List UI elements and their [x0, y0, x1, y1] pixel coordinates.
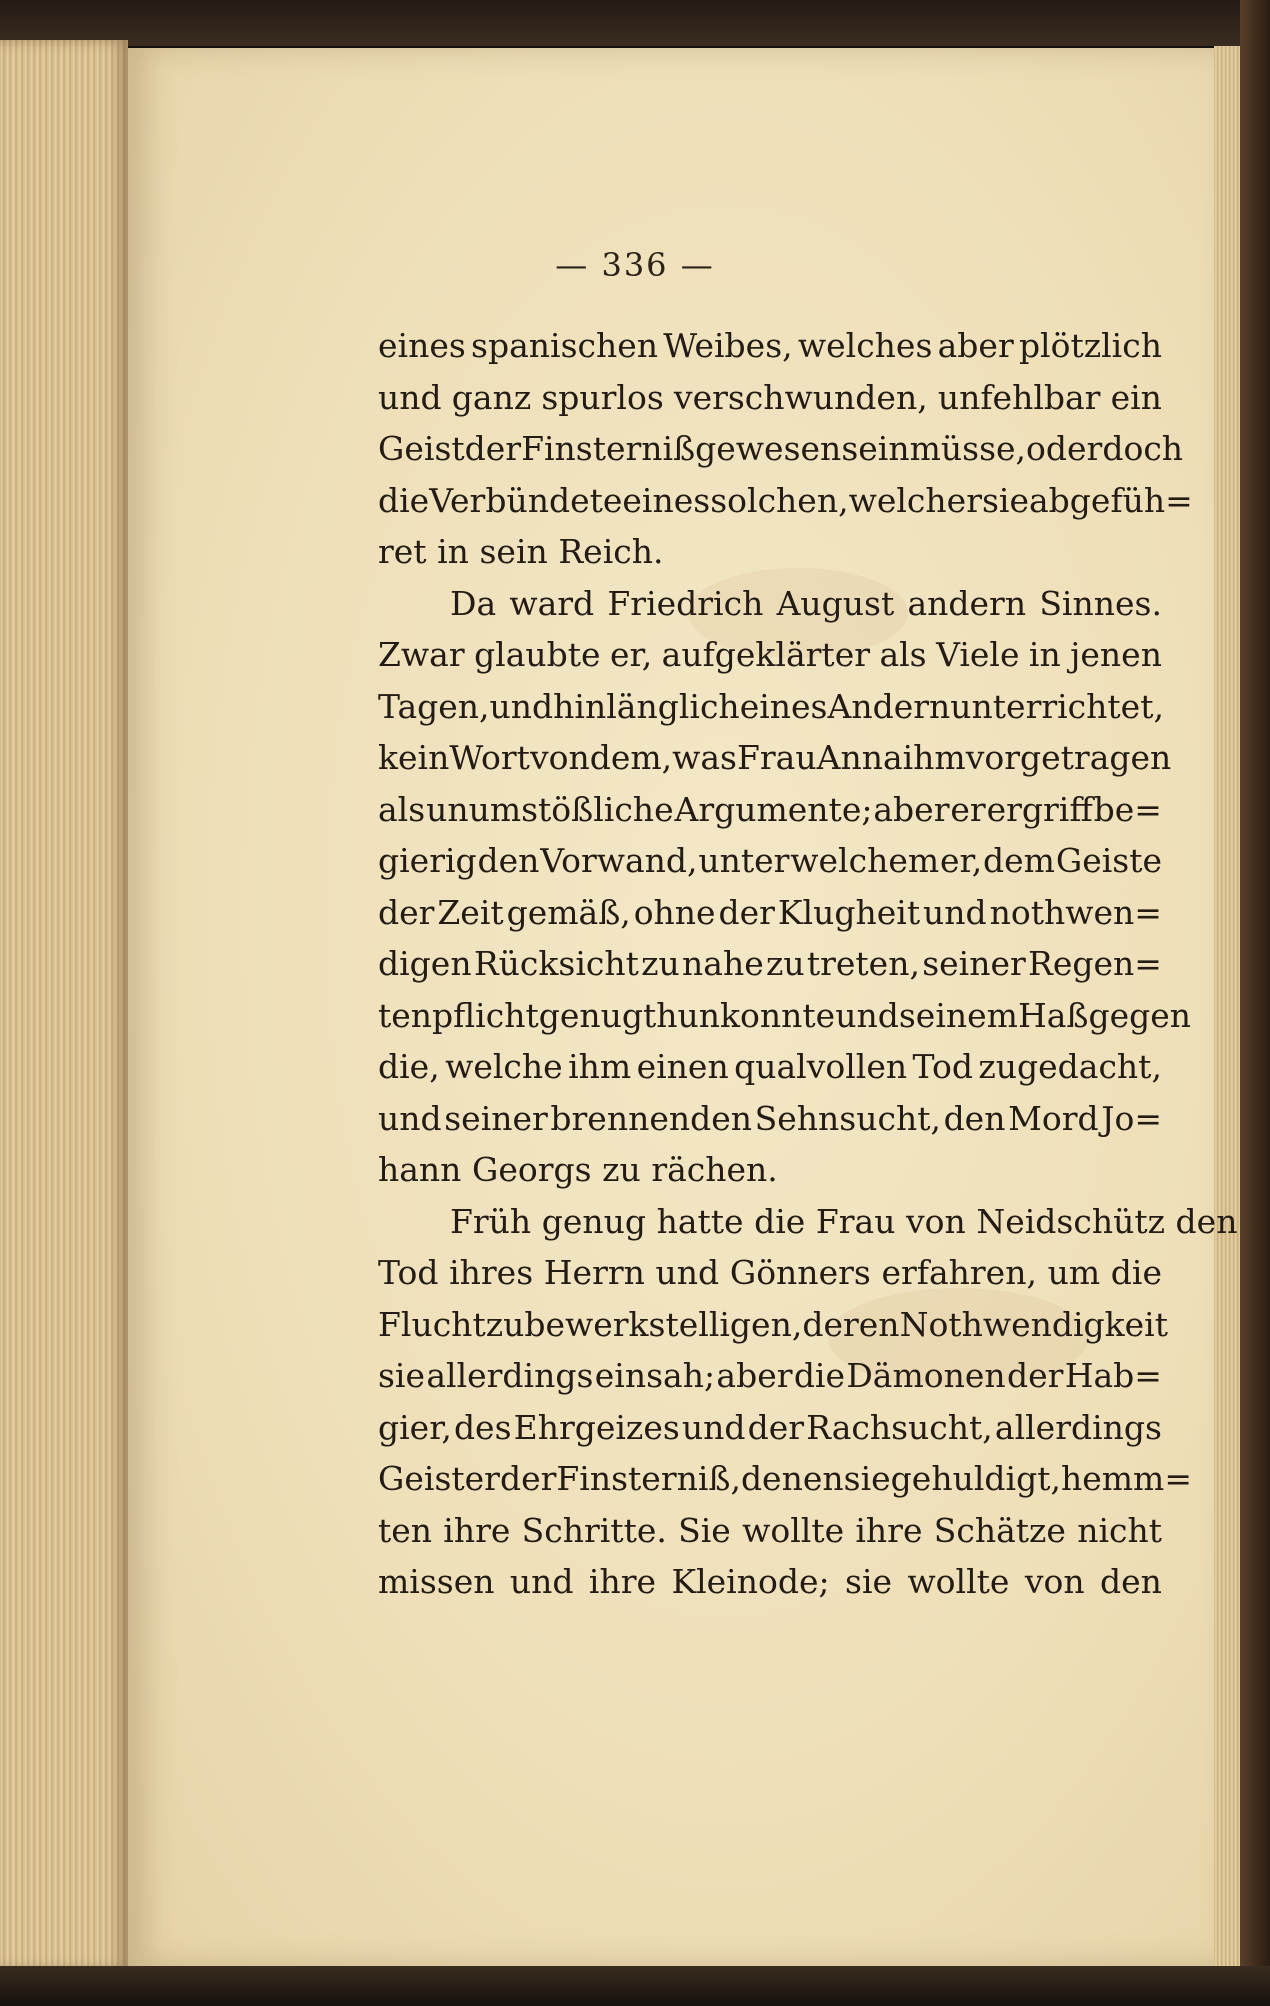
word: aber [873, 789, 950, 829]
word: Wort [449, 738, 530, 777]
word: die [754, 1201, 806, 1241]
word: gierig [378, 841, 477, 880]
word: seiner [444, 1098, 548, 1138]
word: doch [1102, 429, 1184, 468]
book-cover-bottom [0, 1966, 1270, 2006]
word: die [1110, 1253, 1162, 1292]
word: Zwar [378, 635, 465, 674]
word: Zeit [437, 892, 504, 932]
word: genug [541, 1201, 647, 1241]
text-line [378, 1093, 1162, 1145]
word: er [950, 789, 986, 829]
word: Reich. [558, 532, 664, 571]
word: Verbündete [429, 480, 623, 520]
word: andern [907, 583, 1027, 623]
word: glaubte [474, 635, 601, 674]
text-line [378, 1505, 1162, 1557]
word: Da [450, 583, 497, 623]
word: ihre [588, 1562, 657, 1601]
word: und [923, 892, 987, 932]
word: Herrn [543, 1253, 645, 1292]
word: von [529, 738, 590, 777]
word: den [1100, 1562, 1162, 1601]
word: Haß [1017, 995, 1089, 1035]
word: konnte [720, 995, 836, 1035]
word: ohne [633, 892, 716, 932]
word: Ehrgeizes [513, 1407, 680, 1447]
word: spurlos [541, 377, 664, 417]
word: Frau [737, 738, 817, 777]
word: der [499, 1459, 557, 1498]
word: eines [622, 480, 711, 520]
word: welches [797, 326, 933, 365]
word: zu [485, 1304, 525, 1344]
book-cover-top [0, 0, 1270, 46]
text-line [378, 1041, 1162, 1093]
word: jenen [1070, 635, 1162, 674]
text-line [378, 1350, 1162, 1402]
word: einsah; [594, 1356, 716, 1395]
word: gegen [1088, 995, 1192, 1035]
word: Hab= [1064, 1356, 1162, 1395]
text-line [378, 990, 1192, 1042]
word: Schritte. [521, 1510, 667, 1550]
book-cover-right [1240, 0, 1270, 2006]
word: Geist [378, 429, 465, 468]
word: allerdings [426, 1356, 594, 1395]
word: Klugheit [777, 892, 921, 932]
word: Sie [678, 1510, 731, 1550]
word: Früh [450, 1201, 532, 1241]
text-line [378, 372, 1162, 424]
page-number: — 336 — [555, 246, 715, 284]
word: Kleinode; [671, 1562, 830, 1601]
word: unter [698, 841, 790, 880]
word: seinem [898, 995, 1018, 1035]
word: Geiste [1055, 841, 1162, 880]
text-line [378, 1247, 1162, 1299]
word: spanischen [471, 326, 659, 365]
word: als [378, 789, 426, 829]
word: ten [378, 1510, 433, 1550]
word: sein [479, 532, 548, 571]
word: unterrichtet, [950, 686, 1164, 726]
word: ergriff [986, 789, 1093, 829]
word: welcher [848, 480, 982, 520]
text-line [378, 681, 1162, 733]
text-line [378, 1196, 1238, 1248]
word: als [879, 635, 927, 674]
word: dem [983, 841, 1055, 880]
word: Georgs [471, 1150, 592, 1189]
word: brennenden [550, 1098, 753, 1138]
word: plötzlich [1018, 326, 1162, 365]
word: aber [716, 1356, 793, 1395]
word: Tagen, [378, 686, 490, 726]
word: und [655, 1253, 720, 1292]
word: denen [740, 1459, 844, 1498]
word: hann [378, 1150, 462, 1189]
word: die [378, 480, 430, 520]
word: eines [378, 326, 466, 365]
word: Sinnes. [1039, 583, 1162, 623]
word: Andern [827, 686, 951, 726]
text-line [378, 578, 1162, 630]
word: zu [765, 944, 805, 983]
word: hatte [656, 1201, 744, 1241]
word: Regen= [1028, 944, 1162, 983]
word: Viele [936, 635, 1020, 674]
word: Vorwand, [540, 841, 698, 880]
word: Finsterniß [521, 429, 696, 468]
word: ganz [451, 377, 532, 417]
word: Rachsucht, [806, 1407, 993, 1447]
word: verschwunden, [673, 377, 928, 417]
word: treten, [806, 944, 920, 983]
word: nicht [1077, 1510, 1162, 1550]
text-line [378, 1453, 1192, 1505]
word: ret [378, 532, 427, 571]
word: Finsterniß, [556, 1459, 741, 1498]
word: wollte [907, 1562, 1010, 1601]
word: qualvollen [734, 1047, 908, 1086]
word: von [906, 1201, 966, 1241]
word: Tod [378, 1253, 439, 1292]
word: deren [802, 1304, 900, 1344]
word: Argumente; [674, 789, 873, 829]
word: ihm [902, 738, 966, 777]
word: und [378, 1098, 442, 1138]
word: die [793, 1356, 846, 1395]
word: welchem [790, 841, 940, 880]
word: Jo= [1101, 1098, 1162, 1138]
text-line [378, 1299, 1168, 1351]
text-line [378, 835, 1162, 887]
word: aber [937, 326, 1014, 365]
word: Nothwendigkeit [899, 1304, 1168, 1344]
word: gemäß, [506, 892, 631, 932]
word: ihres [449, 1253, 534, 1292]
text-line [378, 784, 1162, 836]
word: Dämonen [846, 1356, 1006, 1395]
word: Rücksicht [473, 944, 639, 983]
word: den [943, 1098, 1006, 1138]
text-line [378, 320, 1162, 372]
word: gewesen [695, 429, 842, 468]
word: oder [1026, 429, 1103, 468]
word: bewerkstelligen, [524, 1304, 803, 1344]
word: Mord [1008, 1098, 1099, 1138]
word: aufgeklärter [661, 635, 871, 674]
word: August [776, 583, 895, 623]
word: tenpflicht [378, 995, 539, 1035]
word: eines [739, 686, 828, 726]
word: unumstößliche [426, 789, 674, 829]
word: zu [602, 1150, 641, 1189]
word: den [477, 841, 540, 880]
word: Anna [816, 738, 903, 777]
text-line [378, 1144, 1162, 1196]
word: den [1175, 1201, 1238, 1241]
word: allerdings [994, 1407, 1162, 1447]
word: sie [845, 1562, 893, 1601]
word: und [489, 686, 554, 726]
word: missen [378, 1562, 495, 1601]
text-line [378, 1402, 1162, 1454]
word: dem, [589, 738, 673, 777]
word: wollte [742, 1510, 845, 1550]
text-line [378, 887, 1162, 939]
word: der [464, 429, 522, 468]
word: Gönners [729, 1253, 871, 1292]
text-line [378, 938, 1162, 990]
word: kein [378, 738, 450, 777]
word: gehuldigt, [890, 1459, 1061, 1498]
word: was [672, 738, 737, 777]
word: und [378, 377, 442, 417]
text-line [378, 629, 1162, 681]
word: und [835, 995, 899, 1035]
word: hemm= [1060, 1459, 1192, 1498]
word: ihre [443, 1510, 511, 1550]
word: Weibes, [663, 326, 793, 365]
word: Frau [815, 1201, 896, 1241]
word: erfahren, [881, 1253, 1037, 1292]
text-line [378, 475, 1193, 527]
word: ihm [568, 1047, 632, 1086]
word: die, [378, 1047, 440, 1086]
word: welche [445, 1047, 563, 1086]
word: Friedrich [607, 583, 764, 623]
word: Schätze [933, 1510, 1066, 1550]
text-line [378, 732, 1172, 784]
body-text [378, 320, 1238, 1608]
word: sie [981, 480, 1029, 520]
word: von [1024, 1562, 1085, 1601]
word: nothwen= [989, 892, 1162, 932]
word: Flucht [378, 1304, 486, 1344]
word: zugedacht, [978, 1047, 1162, 1086]
word: seiner [922, 944, 1026, 983]
word: sein [841, 429, 910, 468]
word: sie [843, 1459, 891, 1498]
word: müsse, [909, 429, 1027, 468]
word: des [453, 1407, 512, 1447]
word: er, [610, 635, 653, 674]
word: ihre [855, 1510, 923, 1550]
word: um [1047, 1253, 1101, 1292]
page-edges-left [0, 40, 128, 1970]
word: in [1028, 635, 1061, 674]
word: digen [378, 944, 472, 983]
word: in [437, 532, 469, 571]
word: einen [636, 1047, 729, 1086]
word: gier, [378, 1407, 452, 1447]
word: Geister [378, 1459, 500, 1498]
word: zu [641, 944, 680, 983]
word: der [718, 892, 775, 932]
word: nahe [682, 944, 764, 983]
word: und [509, 1562, 574, 1601]
word: Sehnsucht, [754, 1098, 941, 1138]
word: und [681, 1407, 746, 1447]
word: solchen, [710, 480, 849, 520]
word: unfehlbar [937, 377, 1101, 417]
word: be= [1093, 789, 1162, 829]
text-line [378, 1556, 1162, 1608]
page-edges-right [1214, 46, 1240, 1966]
word: Neidschütz [976, 1201, 1165, 1241]
word: Tod [912, 1047, 973, 1086]
word: der [747, 1407, 805, 1447]
word: vorgetragen [965, 738, 1172, 777]
word: er, [940, 841, 983, 880]
word: der [378, 892, 435, 932]
word: sie [378, 1356, 426, 1395]
word: hinlänglich [553, 686, 740, 726]
word: ward [509, 583, 595, 623]
text-line [378, 423, 1184, 475]
word: abgefüh= [1029, 480, 1193, 520]
text-line [378, 526, 1162, 578]
word: ein [1110, 377, 1162, 417]
word: genugthun [538, 995, 721, 1035]
word: rächen. [651, 1150, 778, 1189]
word: der [1006, 1356, 1064, 1395]
